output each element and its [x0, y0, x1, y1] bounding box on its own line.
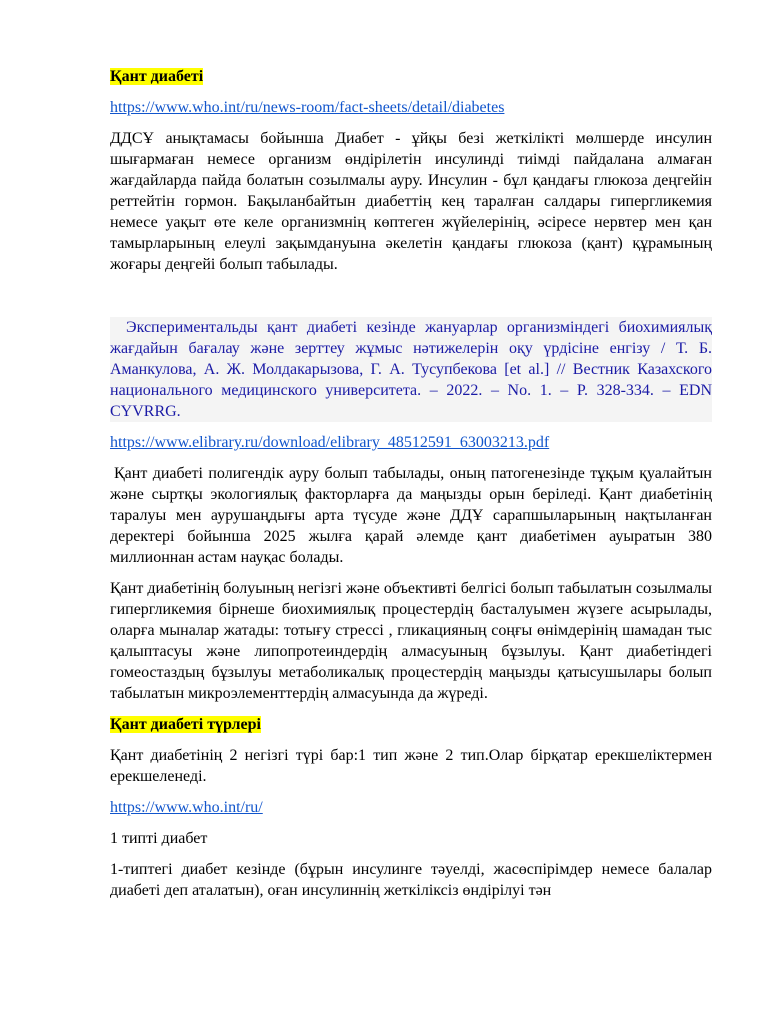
heading-diabetes-types-text: Қант диабеті түрлері [110, 716, 261, 733]
who-definition-paragraph: ДДСҰ анықтамасы бойынша Диабет - ұйқы безі жеткілікті мөлшерде инсулин шығармаған немесе организм өндірілетін инсулинді тиімді пайдалана алмаған жағдайларда пайда болатын созылмалы ауру. Инсулин - бұл қандағы глюкоза деңгейін реттейтін гормон. Бақыланбайтын диабеттің кең таралған салдары гипергликемия немесе уақыт өте келе организмнің көптеген жүйелерінің, әсіресе нервтер мен қан тамырларының елеулі зақымдануына әкелетін қандағы глюкоза (қант) құрамының жоғары деңгейі болып табылады. [110, 130, 712, 273]
blank-line [110, 285, 712, 317]
document-page [110, 66, 712, 911]
citation-text: Экспериментальды қант диабеті кезінде жануарлар организміндегі биохимиялық жағдайын бағалау және зерттеу жұмыс нәтижелерін оқу үрдісіне енгізу / Т. Б. Аманкулова, А. Ж. Молдакарызова, Г. А. Тусупбекова [et al.] // Вестник Казахского национального медицинского университета. – 2022. – No. 1. – P. 328-334. – EDN CYVRRG. [110, 319, 712, 420]
heading-diabetes [110, 66, 712, 87]
elibrary-link-paragraph [110, 432, 712, 453]
type1-description-paragraph: 1-типтегі диабет кезінде (бұрын инсулинге тәуелді, жасөспірімдер немесе балалар диабеті деп аталатын), оған инсулиннің жеткіліксіз өндірілуі тән [110, 861, 712, 899]
elibrary-pdf-link[interactable]: https://www.elibrary.ru/download/elibrary_48512591_63003213.pdf [110, 434, 550, 451]
polygenic-disease-text: Қант диабеті полигендік ауру болып табылады, оның патогенезінде тұқым қуалайтын және сыртқы экологиялық факторларға да маңызды орын беріледі. Қант диабетінің таралуы мен аурушаңдығы арта түсуде және ДДҰ сарапшыларының нақтыланған деректері бойынша 2025 жылға қарай әлемде қант диабетімен ауыратын 380 миллионнан астам науқас болады. [110, 465, 712, 566]
hyperglycemia-paragraph: Қант диабетінің болуының негізгі және объективті белгісі болып табылатын созылмалы гипергликемия бірнеше биохимиялық процестердің басталуымен жүзеге асырылады, оларға мыналар жатады: тотығу стрессі , гликацияның соңғы өнімдерінің шамадан тыс қалыптасуы және липопротеиндердің алмасуының бұзылуы. Қант диабетіндегі гомеостаздың бұзылуы метаболикалық процестердің маңызды қатысушылары болып табылатын микроэлементтердің алмасуында да жүреді. [110, 580, 712, 702]
who-home-link-paragraph [110, 797, 712, 818]
types-intro-paragraph: Қант диабетінің 2 негізгі түрі бар:1 тип және 2 тип.Олар бірқатар ерекшеліктермен ерекшеленеді. [110, 747, 712, 785]
citation-paragraph [110, 317, 712, 422]
heading-diabetes-text: Қант диабеті [110, 68, 204, 85]
who-fact-sheet-link[interactable]: https://www.who.int/ru/news-room/fact-sheets/detail/diabetes [110, 99, 505, 116]
polygenic-disease-paragraph [110, 463, 712, 568]
who-home-link[interactable]: https://www.who.int/ru/ [110, 799, 263, 816]
type1-subheading: 1 типті диабет [110, 830, 208, 847]
heading-diabetes-types [110, 714, 712, 735]
who-link-paragraph [110, 97, 712, 118]
